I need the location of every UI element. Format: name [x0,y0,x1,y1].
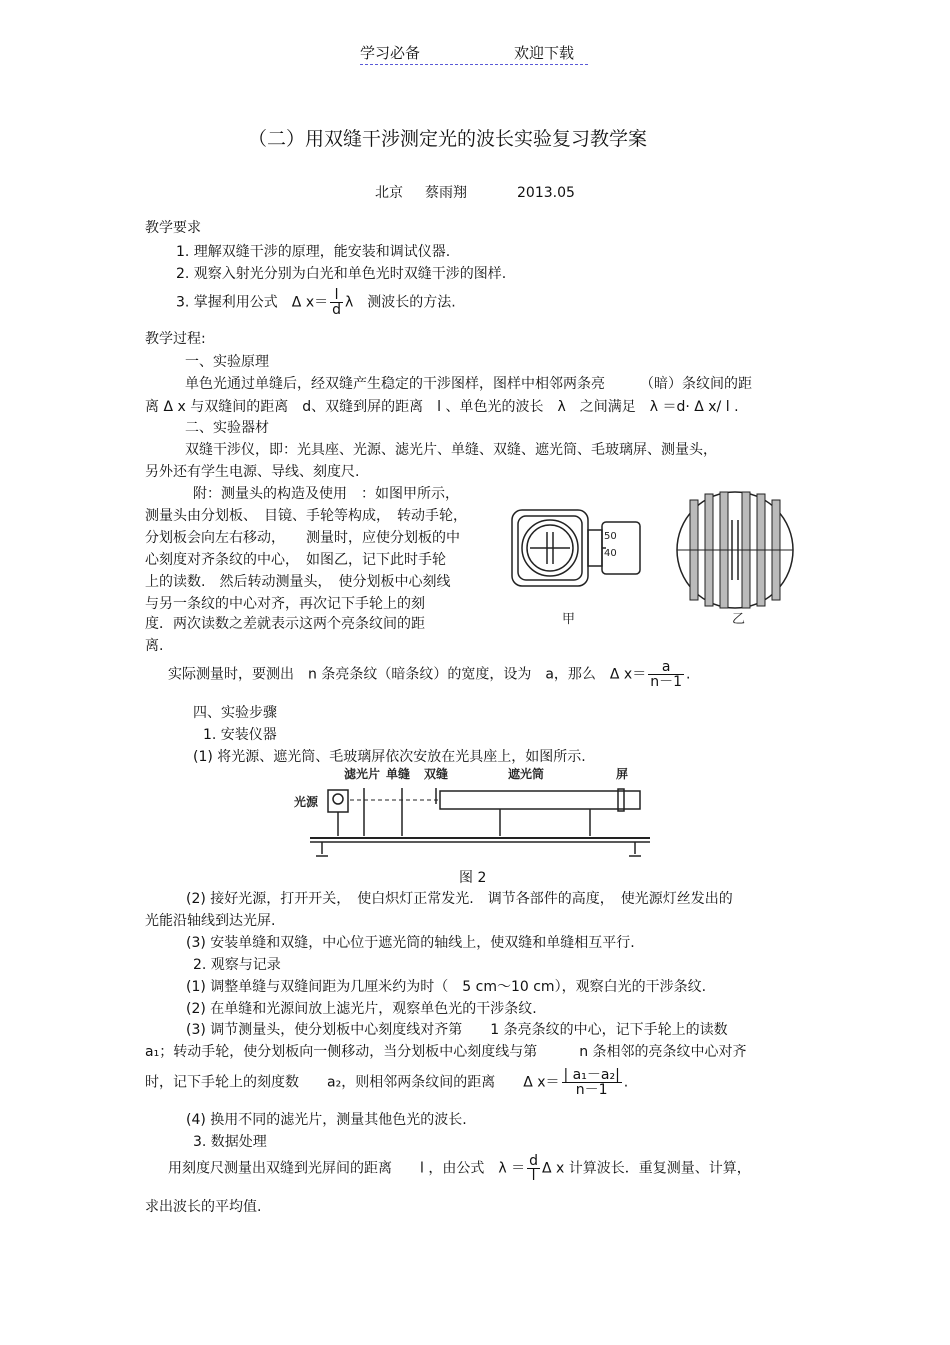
byline-date: 2013.05 [517,185,575,201]
principle-line-1: 单色光通过单缝后，经双缝产生稳定的干涉图样，图样中相邻两条亮 （暗）条纹间的距 [185,376,752,392]
attachment-line-1: 附：测量头的构造及使用 ：如图甲所示， [193,486,459,502]
step-3-pre: 用刻度尺测量出双缝到光屏间的距离 l ，由公式 λ ＝ [168,1160,526,1177]
measure-numerator: a [648,660,684,675]
attachment-line-5: 上的读数. 然后转动测量头， 使分划板中心刻线 [145,574,451,590]
step-1-item-2b: 光能沿轴线到达光屏. [145,913,276,929]
byline-place: 北京 [375,185,403,201]
dial-reading-bottom: 40 [604,548,617,559]
step-2-item-3a: (3) 调节测量头，使分划板中心刻度线对齐第 1 条亮条纹的中心，记下手轮上的读数 [186,1022,728,1038]
step-2-title: 2. 观察与记录 [193,957,281,973]
measure-fraction [648,660,684,689]
figure-label-jia: 甲 [562,612,576,627]
label-screen: 屏 [616,767,629,781]
measure-denominator: n－1 [650,674,682,690]
step-3-line-2: 求出波长的平均值. [145,1199,262,1215]
measuring-head-drawing [512,510,640,586]
step-2-item-4: (4) 换用不同的滤光片，测量其他色光的波长. [186,1112,467,1128]
step-1-item-3: (3) 安装单缝和双缝，中心位于遮光筒的轴线上，使双缝和单缝相互平行. [186,935,635,951]
step-1-item-1: (1) 将光源、遮光筒、毛玻璃屏依次安放在光具座上，如图所示. [193,749,586,765]
header-right: 欢迎下载 [514,44,575,62]
reticle-drawing [677,492,793,608]
req-item-1: 1. 理解双缝干涉的原理，能安装和调试仪器. [176,244,451,260]
label-light-source: 光源 [294,795,319,809]
step-2-item-1: (1) 调整单缝与双缝间距为几厘米约为时（ 5 cm～10 cm），观察白光的干涉条纹. [186,979,707,995]
spacing-denominator: n－1 [575,1082,608,1098]
attachment-line-4: 心刻度对齐条纹的中心， 如图乙，记下此时手轮 [145,552,446,568]
equipment-line-2: 另外还有学生电源、导线、刻度尺. [145,464,360,480]
fraction-numerator: l [330,288,343,303]
attachment-line-7: 度．两次读数之差就表示这两个亮条纹间的距 [145,616,425,632]
step-3-line-1 [168,1154,751,1183]
principle-line-2: 离 Δ x 与双缝间的距离 d、双缝到屏的距离 l 、单色光的波长 λ 之间满足 λ ＝d· Δ x/ l . [145,399,739,415]
figure-measuring-head [500,480,800,630]
wavelength-numerator: d [529,1153,538,1169]
step-3-post: Δ x 计算波长．重复测量、计算， [541,1160,751,1177]
dial-reading-top: 50 [604,531,617,542]
label-double-slit: 双缝 [424,767,449,781]
byline-author: 蔡雨翔 [425,185,467,201]
section-principle-title: 一、实验原理 [185,354,269,370]
step-2-item-3c [145,1068,628,1097]
measure-line-pre: 实际测量时，要测出 n 条亮条纹（暗条纹）的宽度，设为 a，那么 Δ x＝ [168,666,647,683]
req-item-3 [176,288,456,317]
measure-line-post: . [686,666,691,683]
step-2-item-2: (2) 在单缝和光源间放上滤光片，观察单色光的干涉条纹. [186,1001,537,1017]
wavelength-fraction [527,1154,540,1183]
process-heading: 教学过程: [145,331,206,347]
figure-2-caption: 图 2 [459,870,487,886]
req-item-3-pre: 3. 掌握利用公式 Δ x＝ [176,294,329,311]
attachment-line-2: 测量头由分划板、 目镜、手轮等构成， 转动手轮， [145,508,467,524]
attachment-line-8: 离. [145,638,164,654]
section-steps-title: 四、实验步骤 [193,705,277,721]
spacing-fraction [562,1068,622,1097]
attachment-line-6: 与另一条纹的中心对齐，再次记下手轮上的刻 [145,596,425,612]
header-underline [360,64,588,65]
header-left: 学习必备 [360,44,421,62]
step-2-item-3c-post: . [623,1074,629,1091]
step-1-title: 1. 安装仪器 [203,727,277,743]
measure-line [168,660,690,689]
step-2-item-3b: a₁；转动手轮，使分划板向一侧移动，当分划板中心刻度线与第 n 条相邻的亮条纹中心对齐 [145,1044,747,1060]
step-1-item-2a: (2) 接好光源，打开开关， 使白炽灯正常发光. 调节各部件的高度， 使光源灯丝发出的 [186,891,733,907]
requirements-heading: 教学要求 [145,220,201,236]
label-tube: 遮光筒 [508,767,545,781]
page-title: （二）用双缝干涉测定光的波长实验复习教学案 [248,128,648,150]
step-3-title: 3. 数据处理 [193,1134,267,1150]
equipment-line-1: 双缝干涉仪，即：光具座、光源、滤光片、单缝、双缝、遮光筒、毛玻璃屏、测量头， [185,442,717,458]
req-item-3-post: λ 测波长的方法. [345,294,456,311]
figure-label-yi: 乙 [732,612,746,627]
figure-optical-bench [290,764,660,864]
formula-fraction [330,288,343,317]
wavelength-denominator: l [531,1168,536,1184]
section-equipment-title: 二、实验器材 [185,420,269,436]
fraction-denominator: d [332,302,342,318]
step-2-item-3c-pre: 时，记下手轮上的刻度数 a₂，则相邻两条纹间的距离 Δ x＝ [145,1074,560,1091]
attachment-line-3: 分划板会向左右移动， 测量时，应使分划板的中 [145,530,460,546]
req-item-2: 2. 观察入射光分别为白光和单色光时双缝干涉的图样. [176,266,507,282]
bench-drawing [310,788,650,856]
spacing-numerator: | a₁－a₂| [563,1067,620,1083]
label-single-slit: 单缝 [386,767,411,781]
label-filter: 滤光片 [344,767,381,781]
